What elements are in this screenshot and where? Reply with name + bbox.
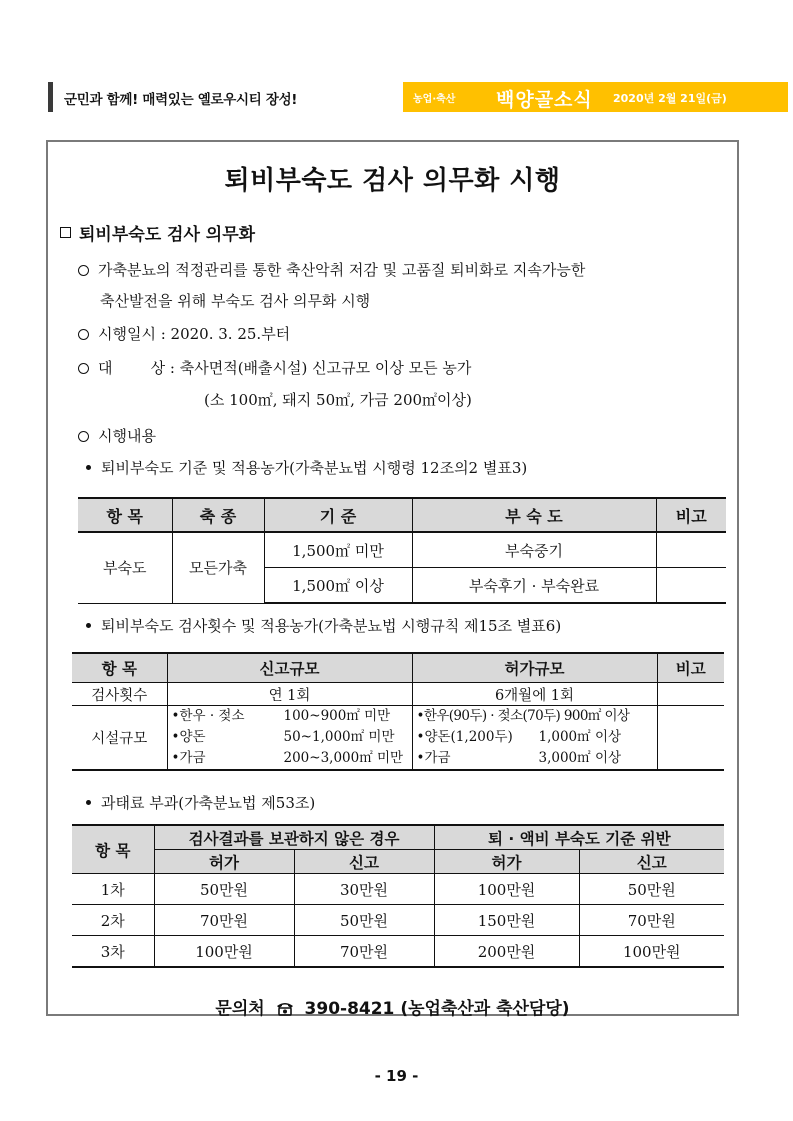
table-header-row: [72, 825, 724, 850]
table-header: 신고: [579, 850, 724, 874]
table-cell-permit-list: [412, 706, 657, 771]
newsletter-header: [48, 82, 743, 112]
table-cell-fine: 70만원: [294, 936, 434, 968]
table-cell-permit: 6개월에 1회: [412, 683, 657, 706]
header-accent-bar: [48, 82, 53, 112]
table-cell-note: [656, 568, 726, 604]
table-header: 신고: [294, 850, 434, 874]
table-row: [72, 905, 724, 936]
table-cell-fine: 100만원: [579, 936, 724, 968]
list-item: [172, 706, 412, 727]
table-header: 항 목: [72, 825, 154, 874]
table-cell-count: 2차: [72, 905, 154, 936]
table-cell-species: 모든가축: [172, 532, 264, 603]
table-row: [72, 706, 724, 771]
table-header: 항 목: [72, 653, 167, 683]
contact-label: 문의처: [215, 999, 265, 1019]
list-item-size: 50~1,000㎡ 미만: [283, 729, 395, 745]
penalty-table: [72, 824, 724, 968]
list-item-species: •가금: [171, 750, 206, 766]
table-cell-item: 시설규모: [72, 706, 167, 771]
table-header: 항 목: [78, 498, 172, 532]
list-item: [417, 706, 657, 727]
date-line: 시행일시 : 2020. 3. 25.부터: [98, 325, 291, 343]
table-row: [72, 874, 724, 905]
sub-bullet-1: [86, 457, 527, 478]
list-item-species: •한우(90두) · 젖소(70두): [416, 708, 561, 724]
list-item-species: •가금: [416, 750, 451, 766]
content-label: 시행내용: [98, 427, 156, 445]
target-label: 대 상: [98, 359, 166, 377]
bullet-purpose: [78, 259, 585, 280]
list-item-size: 1,000㎡ 이상: [538, 729, 622, 745]
circle-bullet-icon: [78, 363, 89, 374]
table-header: 부 숙 도: [412, 498, 656, 532]
page-number: - 19 -: [374, 1067, 419, 1085]
list-item-species: •한우 · 젖소: [171, 708, 245, 724]
bullet-target: [78, 357, 471, 378]
table-header: 비고: [657, 653, 724, 683]
table-header: 기 준: [264, 498, 412, 532]
table-cell-count: 3차: [72, 936, 154, 968]
table-cell-report-list: [167, 706, 412, 771]
header-paper-name: 백양골소식: [496, 89, 593, 111]
maturity-criteria-table: [78, 497, 726, 604]
contact-number: 390-8421: [304, 999, 395, 1019]
list-item-size: 900㎡ 이상: [563, 708, 630, 724]
table-cell-note: [657, 706, 724, 771]
table-cell-maturity: 부숙중기: [412, 532, 656, 568]
header-date: 2020년 2월 21일(금): [613, 92, 727, 105]
table-cell-count: 1차: [72, 874, 154, 905]
table-cell-fine: 70만원: [154, 905, 294, 936]
article-frame: [46, 140, 739, 1019]
table-header: 신고규모: [167, 653, 412, 683]
table-row: [78, 532, 726, 568]
sub-bullet-3: [86, 792, 315, 813]
checkbox-square-icon: [60, 227, 71, 238]
table-header: 허가: [434, 850, 579, 874]
table-cell-fine: 70만원: [579, 905, 724, 936]
circle-bullet-icon: [78, 431, 89, 442]
dot-bullet-icon: [86, 800, 91, 805]
table-cell-fine: 100만원: [434, 874, 579, 905]
header-section: 농업·축산: [413, 94, 456, 105]
list-item: [417, 727, 657, 748]
table-subheader-row: [72, 850, 724, 874]
table-cell-fine: 150만원: [434, 905, 579, 936]
table-header: 허가: [154, 850, 294, 874]
sub3-text: 과태료 부과(가축분뇨법 제53조): [101, 794, 316, 812]
sub2-text: 퇴비부숙도 검사횟수 및 적용농가(가축분뇨법 시행규칙 제15조 별표6): [101, 617, 562, 635]
list-item-size: 100~900㎡ 미만: [283, 708, 391, 724]
table-header-row: [72, 653, 724, 683]
inspection-frequency-table: [72, 652, 724, 771]
phone-icon: [275, 999, 295, 1019]
table-cell-fine: 200만원: [434, 936, 579, 968]
table-cell-criteria: 1,500㎡ 미만: [264, 532, 412, 568]
sub-bullet-2: [86, 615, 561, 636]
table-header: 비고: [656, 498, 726, 532]
target-detail: (소 100㎡, 돼지 50㎡, 가금 200㎡이상): [204, 391, 472, 409]
circle-bullet-icon: [78, 329, 89, 340]
sub1-text: 퇴비부숙도 기준 및 적용농가(가축분뇨법 시행령 12조의2 별표3): [101, 459, 528, 477]
table-header: 허가규모: [412, 653, 657, 683]
table-cell-note: [656, 532, 726, 568]
purpose-line2: 축산발전을 위해 부숙도 검사 의무화 시행: [100, 292, 371, 310]
list-item-size: 200~3,000㎡ 미만: [283, 750, 404, 766]
list-item-species: •양돈(1,200두): [416, 729, 513, 745]
section-heading: [60, 220, 255, 245]
contact-dept: (농업축산과 축산담당): [400, 999, 570, 1019]
table-header-row: [78, 498, 726, 532]
contact-line: [48, 994, 737, 1019]
table-cell-item: 부숙도: [78, 532, 172, 603]
dot-bullet-icon: [86, 465, 91, 470]
list-item: [172, 727, 412, 748]
purpose-line1: 가축분뇨의 적정관리를 통한 축산악취 저감 및 고품질 퇴비화로 지속가능한: [98, 261, 586, 279]
table-row: [72, 683, 724, 706]
list-item-size: 3,000㎡ 이상: [538, 750, 622, 766]
table-cell-criteria: 1,500㎡ 이상: [264, 568, 412, 604]
circle-bullet-icon: [78, 265, 89, 276]
table-cell-fine: 30만원: [294, 874, 434, 905]
table-cell-fine: 100만원: [154, 936, 294, 968]
dot-bullet-icon: [86, 623, 91, 628]
article-title: 퇴비부숙도 검사 의무화 시행: [224, 166, 561, 196]
list-item: [417, 748, 657, 769]
bullet-date: [78, 323, 290, 344]
table-header: 축 종: [172, 498, 264, 532]
section-heading-text: 퇴비부숙도 검사 의무화: [79, 225, 256, 245]
table-cell-maturity: 부숙후기 · 부숙완료: [412, 568, 656, 604]
list-item: [172, 748, 412, 769]
table-cell-fine: 50만원: [579, 874, 724, 905]
table-header-group: 검사결과를 보관하지 않은 경우: [154, 825, 434, 850]
table-header-group: 퇴 · 액비 부숙도 기준 위반: [434, 825, 724, 850]
table-cell-fine: 50만원: [294, 905, 434, 936]
table-cell-report: 연 1회: [167, 683, 412, 706]
table-cell-item: 검사횟수: [72, 683, 167, 706]
header-banner: [403, 82, 788, 112]
bullet-content: [78, 425, 156, 446]
table-cell-fine: 50만원: [154, 874, 294, 905]
table-cell-note: [657, 683, 724, 706]
target-text: : 축사면적(배출시설) 신고규모 이상 모든 농가: [169, 359, 472, 377]
header-slogan: 군민과 함께! 매력있는 옐로우시티 장성!: [64, 92, 298, 108]
list-item-species: •양돈: [171, 729, 206, 745]
table-row: [72, 936, 724, 968]
